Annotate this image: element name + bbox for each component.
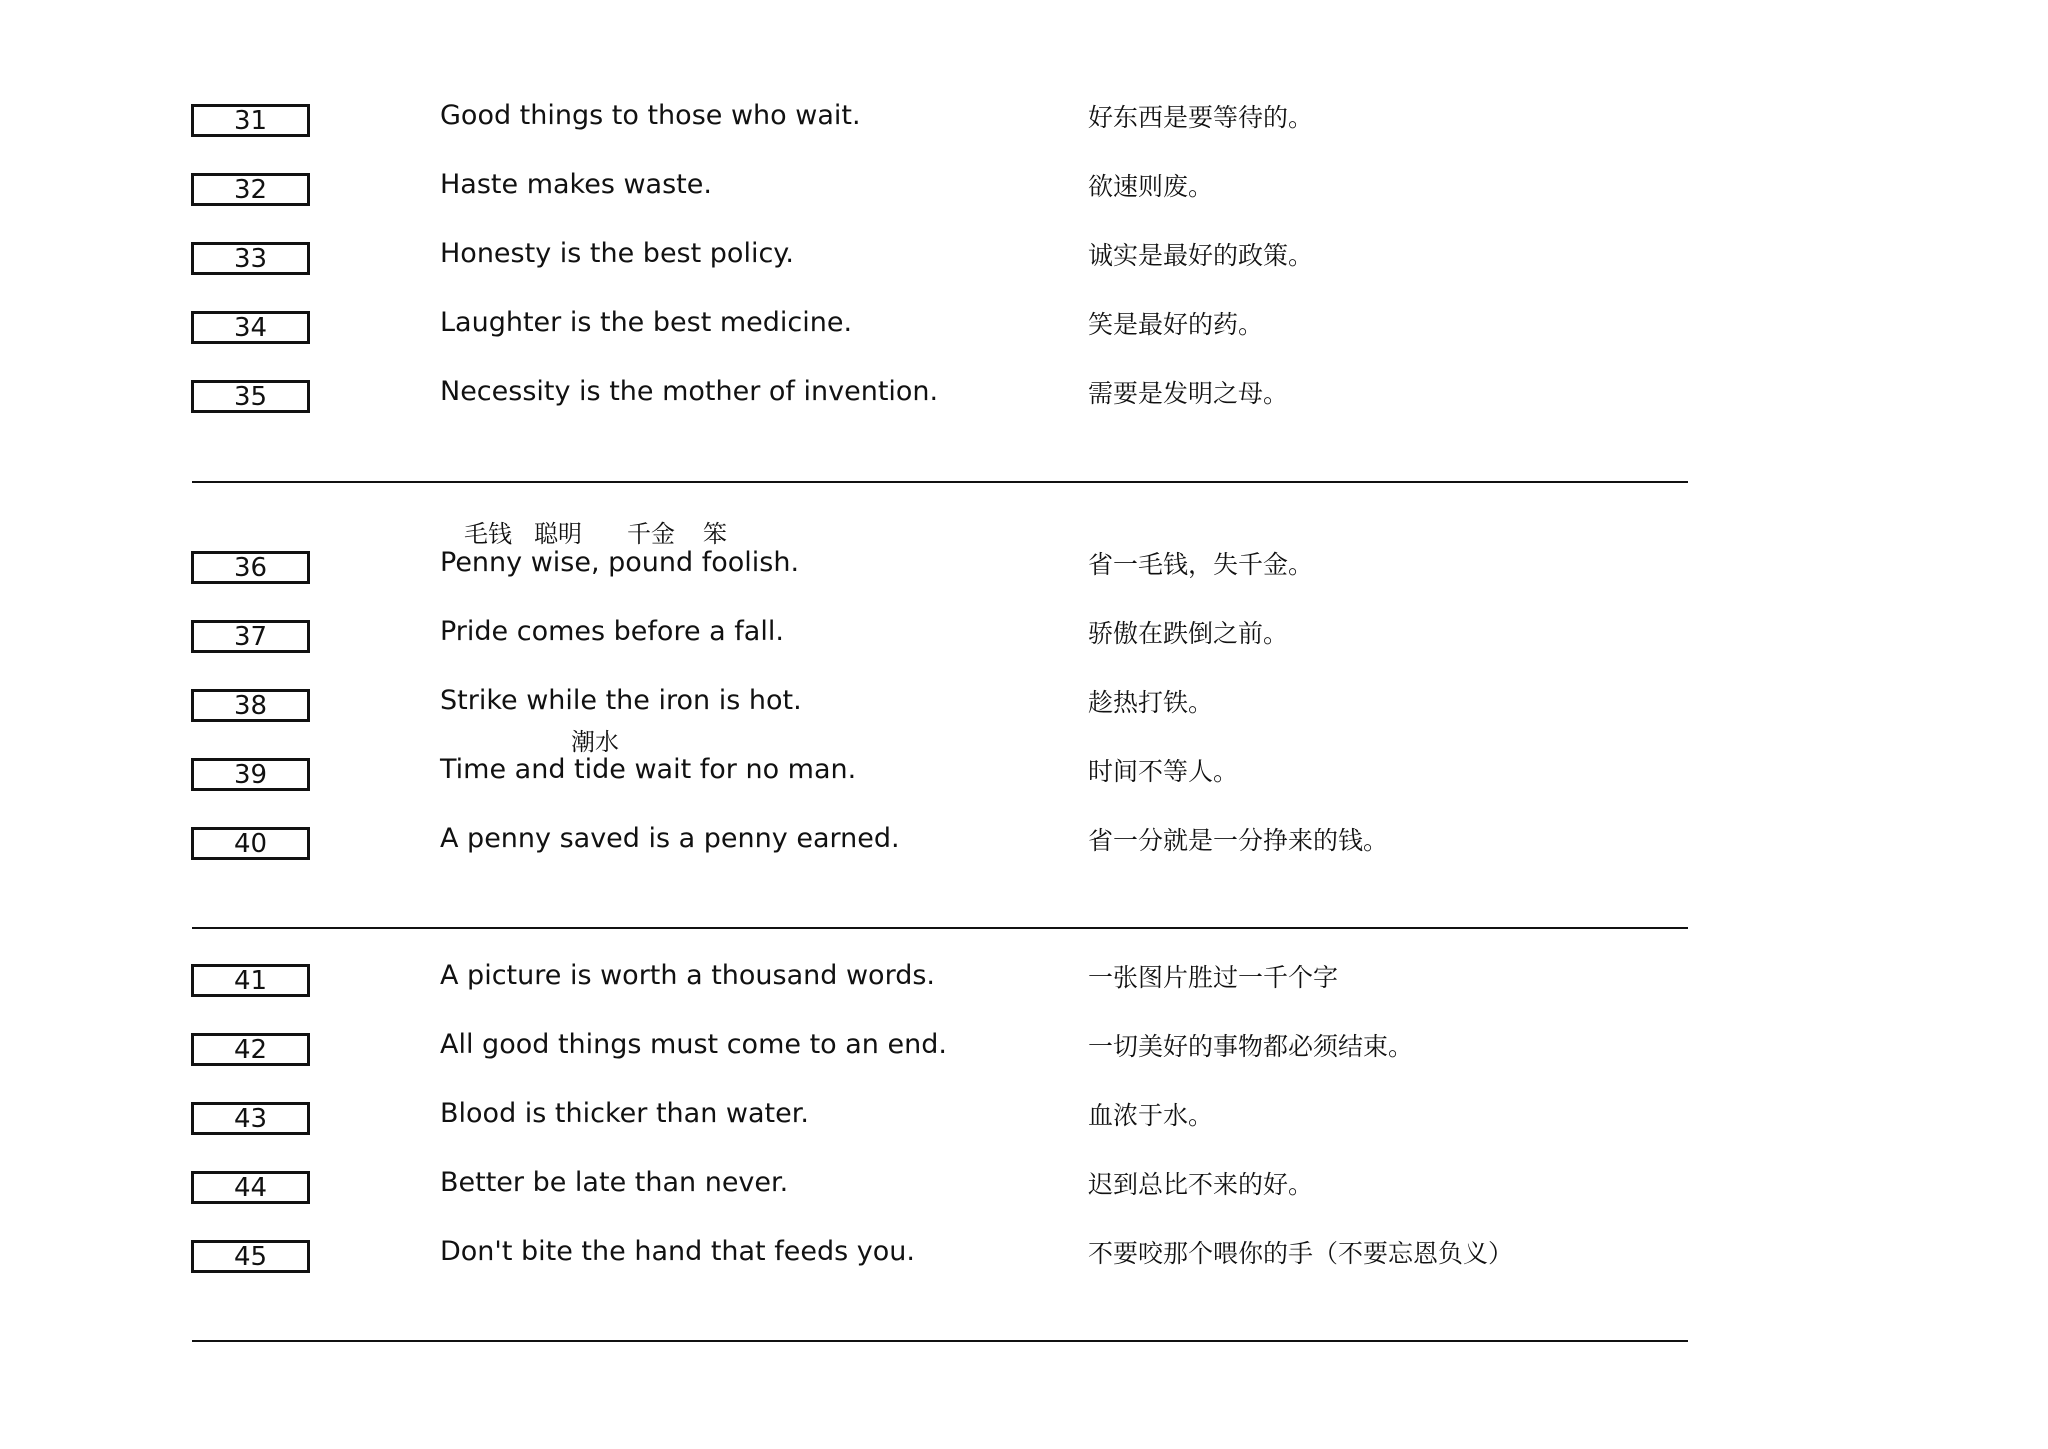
proverb-chinese: 诚实是最好的政策。	[1088, 241, 1314, 270]
proverb-english: Haste makes waste.	[440, 169, 712, 200]
proverb-number: 33	[191, 242, 310, 275]
proverb-row-32	[0, 169, 2048, 223]
proverb-english: Time and tide wait for no man.	[440, 754, 857, 785]
proverb-chinese: 一张图片胜过一千个字	[1088, 963, 1339, 992]
proverb-chinese: 趁热打铁。	[1088, 688, 1214, 717]
proverb-number: 31	[191, 104, 310, 137]
proverb-chinese: 骄傲在跌倒之前。	[1088, 619, 1289, 648]
proverb-row-36	[0, 547, 2048, 601]
gloss-foolish: 笨	[703, 520, 727, 548]
proverb-english: Penny wise, pound foolish.	[440, 547, 800, 578]
proverb-number: 35	[191, 380, 310, 413]
proverb-row-38	[0, 685, 2048, 739]
proverb-row-33	[0, 238, 2048, 292]
section-divider	[192, 481, 1688, 483]
proverb-english: Blood is thicker than water.	[440, 1098, 809, 1129]
proverb-number: 34	[191, 311, 310, 344]
proverb-number: 43	[191, 1102, 310, 1135]
proverb-english: Necessity is the mother of invention.	[440, 376, 939, 407]
gloss-penny: 毛钱	[464, 520, 512, 548]
proverb-row-45	[0, 1236, 2048, 1290]
proverb-row-35	[0, 376, 2048, 430]
proverb-row-41	[0, 960, 2048, 1014]
proverb-number: 39	[191, 758, 310, 791]
proverb-row-39	[0, 754, 2048, 808]
proverb-number: 45	[191, 1240, 310, 1273]
proverb-row-31	[0, 100, 2048, 154]
proverb-number: 41	[191, 964, 310, 997]
proverb-number: 38	[191, 689, 310, 722]
proverb-english: Laughter is the best medicine.	[440, 307, 853, 338]
proverb-english: Pride comes before a fall.	[440, 616, 784, 647]
proverb-number: 40	[191, 827, 310, 860]
proverb-english: Don't bite the hand that feeds you.	[440, 1236, 915, 1267]
gloss-pound: 千金	[627, 520, 675, 548]
proverb-number: 37	[191, 620, 310, 653]
proverb-chinese: 欲速则废。	[1088, 172, 1214, 201]
proverb-number: 44	[191, 1171, 310, 1204]
proverb-chinese: 血浓于水。	[1088, 1101, 1214, 1130]
proverb-english: A picture is worth a thousand words.	[440, 960, 935, 991]
proverb-chinese: 省一分就是一分挣来的钱。	[1088, 826, 1389, 855]
proverb-number: 32	[191, 173, 310, 206]
section-divider	[192, 1340, 1688, 1342]
proverb-row-43	[0, 1098, 2048, 1152]
proverb-chinese: 省一毛钱，失千金。	[1088, 550, 1314, 579]
proverb-chinese: 需要是发明之母。	[1088, 379, 1289, 408]
gloss-wise: 聪明	[534, 520, 582, 548]
proverb-row-40	[0, 823, 2048, 877]
gloss-tide: 潮水	[571, 728, 619, 756]
proverb-row-34	[0, 307, 2048, 361]
proverb-english: Good things to those who wait.	[440, 100, 861, 131]
proverb-english: Better be late than never.	[440, 1167, 789, 1198]
proverb-row-42	[0, 1029, 2048, 1083]
proverb-chinese: 一切美好的事物都必须结束。	[1088, 1032, 1414, 1061]
proverb-chinese: 笑是最好的药。	[1088, 310, 1264, 339]
proverb-english: Honesty is the best policy.	[440, 238, 795, 269]
proverb-chinese: 时间不等人。	[1088, 757, 1239, 786]
section-divider	[192, 927, 1688, 929]
proverb-chinese: 迟到总比不来的好。	[1088, 1170, 1314, 1199]
proverb-english: Strike while the iron is hot.	[440, 685, 802, 716]
proverb-number: 36	[191, 551, 310, 584]
proverb-english: All good things must come to an end.	[440, 1029, 947, 1060]
proverb-english: A penny saved is a penny earned.	[440, 823, 900, 854]
proverb-chinese: 不要咬那个喂你的手（不要忘恩负义）	[1088, 1239, 1514, 1268]
proverb-chinese: 好东西是要等待的。	[1088, 103, 1314, 132]
proverb-row-37	[0, 616, 2048, 670]
proverb-row-44	[0, 1167, 2048, 1221]
proverb-number: 42	[191, 1033, 310, 1066]
